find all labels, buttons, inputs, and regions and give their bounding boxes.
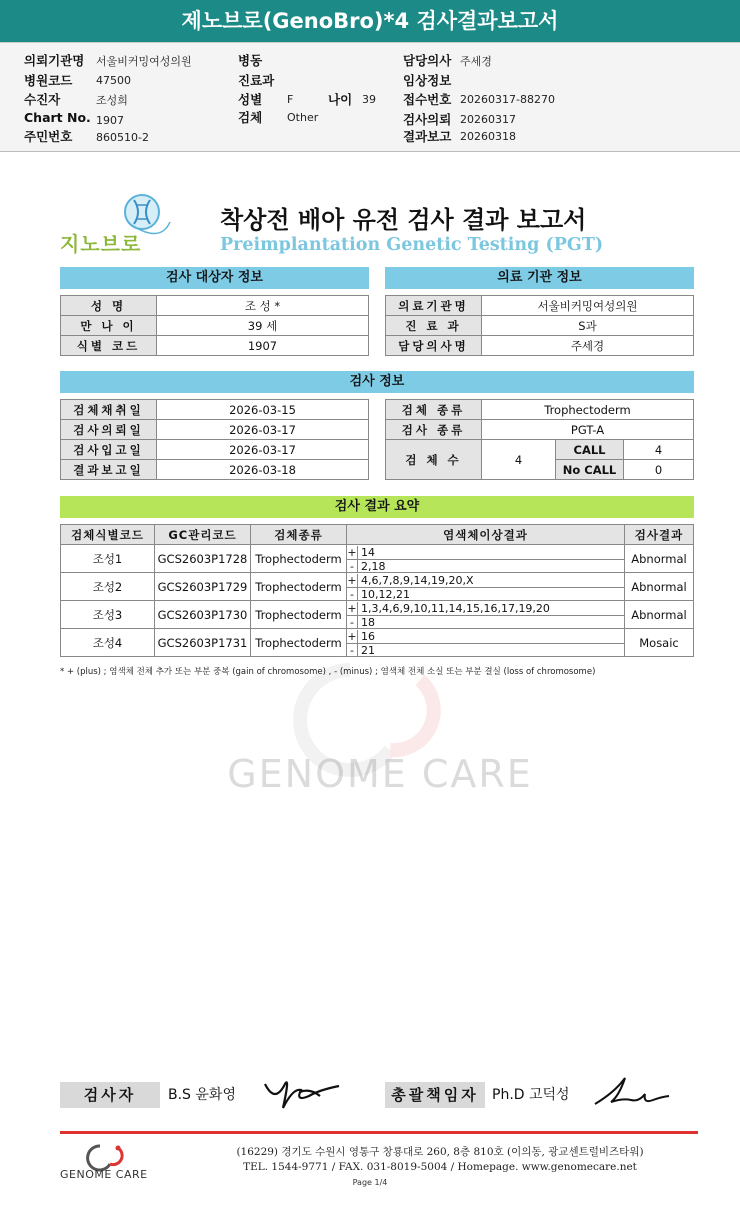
col-specimen-type: 검체종류 bbox=[251, 525, 347, 545]
result: Mosaic bbox=[625, 629, 694, 657]
address-line: (16229) 경기도 수원시 영통구 창룡대로 260, 8층 810호 (이의동, 광교센트럴비즈타워) bbox=[236, 1146, 644, 1158]
chromosome-result bbox=[347, 573, 625, 601]
dept-label: 진료과 bbox=[238, 73, 275, 88]
test-type-table bbox=[385, 399, 694, 480]
sample-id: 조성2 bbox=[61, 573, 155, 601]
name-value: 조 성 * bbox=[157, 296, 369, 316]
footer-address bbox=[180, 1145, 700, 1175]
doctor-value: 주세경 bbox=[460, 55, 492, 68]
reportdate-value: 20260318 bbox=[460, 130, 516, 143]
specimen-type: Trophectoderm bbox=[251, 629, 347, 657]
report-date-label: 결과보고일 bbox=[61, 460, 157, 480]
tester-name: B.S 윤화영 bbox=[168, 1087, 236, 1103]
receipt-label: 접수번호 bbox=[403, 92, 452, 107]
plus-sign: + bbox=[347, 629, 357, 643]
tester-label: 검사자 bbox=[60, 1082, 160, 1108]
chromosome-result bbox=[347, 545, 625, 573]
col-sample-id: 검체식별코드 bbox=[61, 525, 155, 545]
age-value: 39 bbox=[362, 93, 376, 106]
logo-text: 지노브로 bbox=[60, 232, 142, 256]
hospcode-label: 병원코드 bbox=[24, 73, 73, 88]
loss-values: 10,12,21 bbox=[361, 587, 410, 601]
name-label: 성 명 bbox=[61, 296, 157, 316]
specimen-type-label: 검체 종류 bbox=[386, 400, 482, 420]
col-gc-code: GC관리코드 bbox=[155, 525, 251, 545]
plus-sign: + bbox=[347, 601, 357, 615]
loss-values: 21 bbox=[361, 643, 375, 657]
summary-heading: 검사 결과 요약 bbox=[60, 496, 694, 518]
table-row bbox=[61, 545, 694, 573]
sex-label: 성별 bbox=[238, 92, 263, 107]
request-value: 20260317 bbox=[460, 113, 516, 126]
plus-sign: + bbox=[347, 573, 357, 587]
specimen-type: Trophectoderm bbox=[251, 573, 347, 601]
hospcode-value: 47500 bbox=[96, 74, 131, 87]
rrn-label: 주민번호 bbox=[24, 129, 73, 144]
gain-values: 14 bbox=[361, 545, 375, 559]
request-date-value: 2026-03-17 bbox=[157, 420, 369, 440]
page-number: Page 1/4 bbox=[352, 1178, 388, 1187]
gc-code: GCS2603P1731 bbox=[155, 629, 251, 657]
result: Abnormal bbox=[625, 573, 694, 601]
collect-label: 검체채취일 bbox=[61, 400, 157, 420]
hospital-label: 의뢰기관명 bbox=[24, 53, 85, 68]
ward-label: 병동 bbox=[238, 53, 263, 68]
age-label-cell: 만 나 이 bbox=[61, 316, 157, 336]
footer-divider bbox=[60, 1131, 698, 1134]
chromosome-result bbox=[347, 629, 625, 657]
chromosome-result bbox=[347, 601, 625, 629]
plus-sign: + bbox=[347, 545, 357, 559]
request-date-label: 검사의뢰일 bbox=[61, 420, 157, 440]
gc-code: GCS2603P1729 bbox=[155, 573, 251, 601]
age-value-cell: 39 세 bbox=[157, 316, 369, 336]
director-label: 총괄책임자 bbox=[385, 1082, 485, 1108]
sex-value: F bbox=[287, 93, 294, 106]
patient-label: 수진자 bbox=[24, 92, 61, 107]
doctor-label-cell: 담당의사명 bbox=[386, 336, 482, 356]
doctor-value-cell: 주세경 bbox=[482, 336, 694, 356]
col-result: 검사결과 bbox=[625, 525, 694, 545]
specimen-type-value: Trophectoderm bbox=[482, 400, 694, 420]
receipt-value: 20260317-88270 bbox=[460, 93, 555, 106]
minus-sign: - bbox=[347, 560, 358, 572]
age-label: 나이 bbox=[328, 92, 353, 107]
chart-value: 1907 bbox=[96, 114, 124, 127]
footnote: * + (plus) ; 염색체 전체 추가 또는 부분 중복 (gain of chromosome) , - (minus) ; 염색체 전체 소실 또는 부분 결실 (loss of chromosome) bbox=[60, 667, 596, 677]
table-row bbox=[61, 629, 694, 657]
result: Abnormal bbox=[625, 545, 694, 573]
col-chromosome: 염색체이상결과 bbox=[347, 525, 625, 545]
call-value: 4 bbox=[624, 440, 694, 460]
gc-code: GCS2603P1728 bbox=[155, 545, 251, 573]
director-signature-icon bbox=[590, 1074, 675, 1110]
id-label: 식별 코드 bbox=[61, 336, 157, 356]
request-label: 검사의뢰 bbox=[403, 112, 452, 127]
rrn-value: 860510-2 bbox=[96, 131, 149, 144]
minus-sign: - bbox=[347, 588, 358, 600]
call-label: CALL bbox=[556, 440, 624, 460]
minus-sign: - bbox=[347, 616, 358, 628]
gain-values: 1,3,4,6,9,10,11,14,15,16,17,19,20 bbox=[361, 601, 550, 615]
inst-value: 서울비커밍여성의원 bbox=[482, 296, 694, 316]
clinical-label: 임상정보 bbox=[403, 73, 452, 88]
subject-info-table bbox=[60, 295, 369, 356]
id-value: 1907 bbox=[157, 336, 369, 356]
collect-value: 2026-03-15 bbox=[157, 400, 369, 420]
doctor-label: 담당의사 bbox=[403, 53, 452, 68]
nocall-value: 0 bbox=[624, 460, 694, 480]
subject-info-heading: 검사 대상자 정보 bbox=[60, 267, 369, 289]
table-row bbox=[61, 601, 694, 629]
test-type-label: 검사 종류 bbox=[386, 420, 482, 440]
minus-sign: - bbox=[347, 644, 358, 656]
institution-info-heading: 의료 기관 정보 bbox=[385, 267, 694, 289]
institution-info-table bbox=[385, 295, 694, 356]
patient-value: 조성희 bbox=[96, 94, 128, 107]
tester-signature-icon bbox=[260, 1074, 345, 1110]
sample-id: 조성3 bbox=[61, 601, 155, 629]
report-date-value: 2026-03-18 bbox=[157, 460, 369, 480]
receive-value: 2026-03-17 bbox=[157, 440, 369, 460]
director-name: Ph.D 고덕성 bbox=[492, 1087, 570, 1103]
watermark-text: GENOME CARE bbox=[227, 752, 533, 796]
footer-company: GENOME CARE bbox=[60, 1168, 148, 1181]
specimen-type: Trophectoderm bbox=[251, 601, 347, 629]
table-row bbox=[61, 573, 694, 601]
chart-label: Chart No. bbox=[24, 110, 91, 125]
specimen-type: Trophectoderm bbox=[251, 545, 347, 573]
test-type-value: PGT-A bbox=[482, 420, 694, 440]
hospital-value: 서울비커밍여성의원 bbox=[96, 55, 192, 68]
result: Abnormal bbox=[625, 601, 694, 629]
gain-values: 4,6,7,8,9,14,19,20,X bbox=[361, 573, 474, 587]
patient-info-panel bbox=[0, 42, 740, 152]
summary-table bbox=[60, 524, 694, 657]
gc-code: GCS2603P1730 bbox=[155, 601, 251, 629]
dept-label-cell: 진 료 과 bbox=[386, 316, 482, 336]
count-value: 4 bbox=[482, 440, 556, 480]
specimen-label: 검체 bbox=[238, 110, 263, 125]
sample-id: 조성4 bbox=[61, 629, 155, 657]
receive-label: 검사입고일 bbox=[61, 440, 157, 460]
report-title-en: Preimplantation Genetic Testing (PGT) bbox=[220, 235, 604, 255]
specimen-value: Other bbox=[287, 111, 319, 124]
loss-values: 18 bbox=[361, 615, 375, 629]
report-title-ko: 착상전 배아 유전 검사 결과 보고서 bbox=[220, 206, 587, 234]
loss-values: 2,18 bbox=[361, 559, 386, 573]
contact-line: TEL. 1544-9771 / FAX. 031-8019-5004 / Homepage. www.genomecare.net bbox=[243, 1161, 637, 1173]
test-dates-table bbox=[60, 399, 369, 480]
reportdate-label: 결과보고 bbox=[403, 129, 452, 144]
nocall-label: No CALL bbox=[556, 460, 624, 480]
count-label: 검 체 수 bbox=[386, 440, 482, 480]
sample-id: 조성1 bbox=[61, 545, 155, 573]
dept-value-cell: S과 bbox=[482, 316, 694, 336]
report-header-title: 제노브로(GenoBro)*4 검사결과보고서 bbox=[0, 0, 740, 42]
inst-label: 의료기관명 bbox=[386, 296, 482, 316]
test-info-heading: 검사 정보 bbox=[60, 371, 694, 393]
gain-values: 16 bbox=[361, 629, 375, 643]
